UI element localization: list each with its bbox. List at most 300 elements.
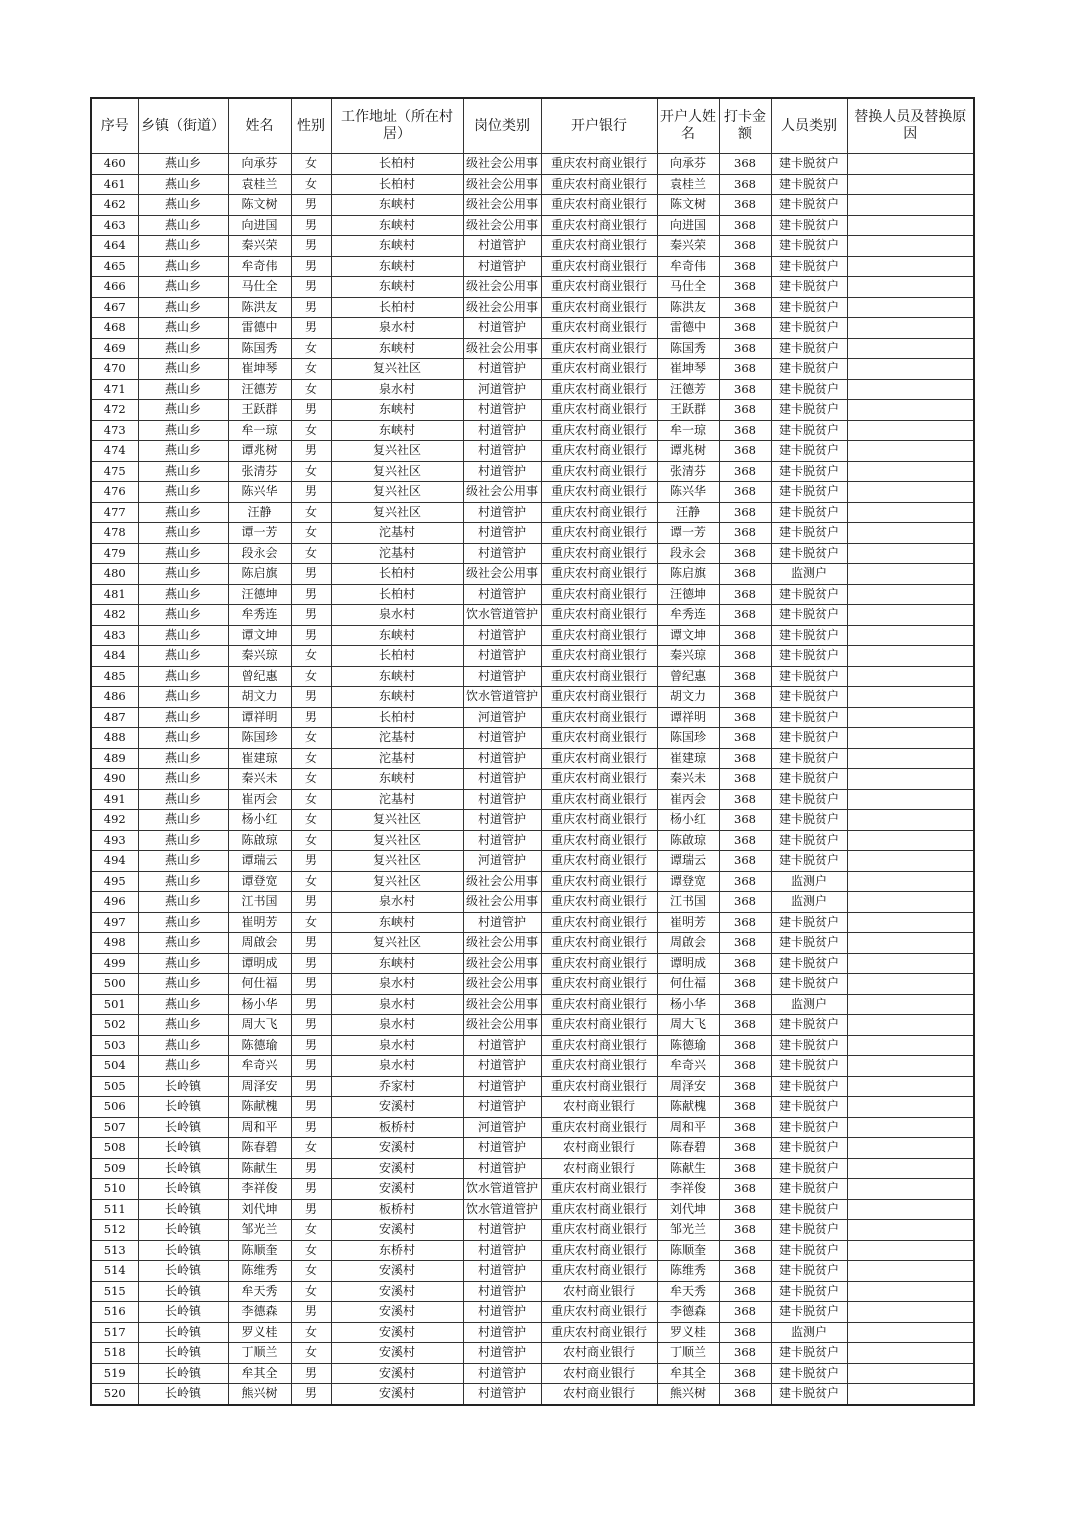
cell-name: 陈文树	[228, 195, 291, 216]
cell-account-holder: 崔丙会	[657, 789, 719, 810]
cell-bank: 重庆农村商业银行	[541, 1035, 657, 1056]
cell-bank: 农村商业银行	[541, 1281, 657, 1302]
cell-name: 谭登宽	[228, 871, 291, 892]
cell-index: 512	[91, 1220, 138, 1241]
cell-work-address: 泉水村	[331, 1035, 463, 1056]
table-row	[91, 318, 974, 339]
cell-index: 499	[91, 953, 138, 974]
cell-account-holder: 何仕福	[657, 974, 719, 995]
cell-township: 燕山乡	[138, 994, 228, 1015]
table-row	[91, 256, 974, 277]
cell-person-category: 建卡脱贫户	[771, 1199, 847, 1220]
cell-bank: 重庆农村商业银行	[541, 1015, 657, 1036]
cell-index: 466	[91, 277, 138, 298]
cell-work-address: 安溪村	[331, 1158, 463, 1179]
cell-index: 516	[91, 1302, 138, 1323]
cell-amount: 368	[719, 728, 771, 749]
cell-index: 511	[91, 1199, 138, 1220]
cell-post-type: 村道管护	[463, 1097, 541, 1118]
cell-amount: 368	[719, 830, 771, 851]
cell-amount: 368	[719, 379, 771, 400]
cell-person-category: 建卡脱贫户	[771, 523, 847, 544]
table-row	[91, 195, 974, 216]
cell-index: 498	[91, 933, 138, 954]
cell-gender: 男	[291, 1056, 331, 1077]
cell-work-address: 复兴社区	[331, 810, 463, 831]
cell-name: 谭祥明	[228, 707, 291, 728]
cell-person-category: 建卡脱贫户	[771, 420, 847, 441]
cell-account-holder: 谭兆树	[657, 441, 719, 462]
cell-replacement-reason	[847, 1261, 974, 1282]
cell-bank: 重庆农村商业银行	[541, 195, 657, 216]
header-work-address: 工作地址（所在村居）	[331, 98, 463, 154]
table-row	[91, 1261, 974, 1282]
cell-work-address: 复兴社区	[331, 830, 463, 851]
cell-account-holder: 周泽安	[657, 1076, 719, 1097]
cell-township: 长岭镇	[138, 1343, 228, 1364]
table-row	[91, 625, 974, 646]
cell-replacement-reason	[847, 195, 974, 216]
cell-index: 518	[91, 1343, 138, 1364]
cell-index: 493	[91, 830, 138, 851]
header-person-category: 人员类别	[771, 98, 847, 154]
cell-bank: 重庆农村商业银行	[541, 277, 657, 298]
cell-post-type: 村道管护	[463, 666, 541, 687]
table-row	[91, 338, 974, 359]
cell-township: 燕山乡	[138, 564, 228, 585]
table-row	[91, 154, 974, 175]
cell-amount: 368	[719, 605, 771, 626]
table-row	[91, 297, 974, 318]
cell-township: 燕山乡	[138, 1056, 228, 1077]
table-row	[91, 912, 974, 933]
cell-gender: 男	[291, 1179, 331, 1200]
cell-person-category: 监测户	[771, 1322, 847, 1343]
cell-name: 秦兴未	[228, 769, 291, 790]
cell-bank: 重庆农村商业银行	[541, 318, 657, 339]
cell-name: 牟其全	[228, 1363, 291, 1384]
cell-post-type: 级社会公用事	[463, 277, 541, 298]
cell-bank: 重庆农村商业银行	[541, 994, 657, 1015]
cell-replacement-reason	[847, 1199, 974, 1220]
cell-name: 李祥俊	[228, 1179, 291, 1200]
cell-gender: 女	[291, 1138, 331, 1159]
cell-township: 燕山乡	[138, 256, 228, 277]
cell-gender: 男	[291, 933, 331, 954]
cell-gender: 女	[291, 543, 331, 564]
cell-work-address: 安溪村	[331, 1097, 463, 1118]
cell-account-holder: 汪德芳	[657, 379, 719, 400]
cell-post-type: 级社会公用事	[463, 933, 541, 954]
cell-post-type: 村道管护	[463, 1261, 541, 1282]
cell-work-address: 安溪村	[331, 1281, 463, 1302]
cell-account-holder: 谭一芳	[657, 523, 719, 544]
cell-bank: 农村商业银行	[541, 1363, 657, 1384]
cell-amount: 368	[719, 933, 771, 954]
cell-amount: 368	[719, 646, 771, 667]
cell-bank: 重庆农村商业银行	[541, 892, 657, 913]
cell-amount: 368	[719, 1199, 771, 1220]
cell-person-category: 建卡脱贫户	[771, 543, 847, 564]
cell-name: 崔丙会	[228, 789, 291, 810]
cell-replacement-reason	[847, 666, 974, 687]
cell-amount: 368	[719, 994, 771, 1015]
cell-township: 长岭镇	[138, 1076, 228, 1097]
cell-account-holder: 牟一琼	[657, 420, 719, 441]
header-row	[91, 98, 974, 154]
cell-name: 陈献槐	[228, 1097, 291, 1118]
cell-name: 汪静	[228, 502, 291, 523]
cell-replacement-reason	[847, 236, 974, 257]
cell-account-holder: 陈国珍	[657, 728, 719, 749]
cell-post-type: 级社会公用事	[463, 297, 541, 318]
cell-work-address: 长柏村	[331, 584, 463, 605]
cell-township: 长岭镇	[138, 1363, 228, 1384]
cell-bank: 重庆农村商业银行	[541, 646, 657, 667]
cell-replacement-reason	[847, 1384, 974, 1405]
table-row	[91, 933, 974, 954]
cell-post-type: 村道管护	[463, 1076, 541, 1097]
cell-person-category: 建卡脱贫户	[771, 769, 847, 790]
cell-name: 牟奇兴	[228, 1056, 291, 1077]
cell-post-type: 村道管护	[463, 1363, 541, 1384]
cell-account-holder: 向进国	[657, 215, 719, 236]
cell-work-address: 安溪村	[331, 1179, 463, 1200]
cell-index: 468	[91, 318, 138, 339]
cell-bank: 重庆农村商业银行	[541, 605, 657, 626]
cell-replacement-reason	[847, 789, 974, 810]
cell-amount: 368	[719, 1384, 771, 1405]
cell-account-holder: 杨小红	[657, 810, 719, 831]
cell-account-holder: 陈顺奎	[657, 1240, 719, 1261]
cell-person-category: 建卡脱贫户	[771, 256, 847, 277]
cell-person-category: 建卡脱贫户	[771, 379, 847, 400]
cell-work-address: 安溪村	[331, 1384, 463, 1405]
cell-index: 476	[91, 482, 138, 503]
cell-township: 燕山乡	[138, 441, 228, 462]
header-replacement-reason: 替换人员及替换原因	[847, 98, 974, 154]
cell-person-category: 建卡脱贫户	[771, 1220, 847, 1241]
table-row	[91, 523, 974, 544]
cell-name: 牟一琼	[228, 420, 291, 441]
cell-account-holder: 丁顺兰	[657, 1343, 719, 1364]
cell-post-type: 村道管护	[463, 769, 541, 790]
cell-amount: 368	[719, 1322, 771, 1343]
cell-account-holder: 陈献槐	[657, 1097, 719, 1118]
cell-person-category: 建卡脱贫户	[771, 830, 847, 851]
cell-post-type: 村道管护	[463, 502, 541, 523]
cell-amount: 368	[719, 769, 771, 790]
table-row	[91, 953, 974, 974]
cell-index: 473	[91, 420, 138, 441]
cell-gender: 女	[291, 1261, 331, 1282]
cell-gender: 男	[291, 400, 331, 421]
cell-person-category: 建卡脱贫户	[771, 707, 847, 728]
cell-bank: 重庆农村商业银行	[541, 564, 657, 585]
cell-post-type: 村道管护	[463, 1302, 541, 1323]
cell-account-holder: 向承芬	[657, 154, 719, 175]
cell-amount: 368	[719, 359, 771, 380]
cell-replacement-reason	[847, 707, 974, 728]
cell-post-type: 级社会公用事	[463, 174, 541, 195]
cell-account-holder: 汪德坤	[657, 584, 719, 605]
cell-person-category: 建卡脱贫户	[771, 1076, 847, 1097]
cell-gender: 女	[291, 646, 331, 667]
cell-work-address: 泉水村	[331, 892, 463, 913]
cell-post-type: 村道管护	[463, 1035, 541, 1056]
cell-township: 燕山乡	[138, 912, 228, 933]
cell-gender: 女	[291, 1240, 331, 1261]
cell-account-holder: 陈兴华	[657, 482, 719, 503]
cell-amount: 368	[719, 1240, 771, 1261]
cell-post-type: 村道管护	[463, 256, 541, 277]
cell-gender: 女	[291, 502, 331, 523]
cell-gender: 男	[291, 1302, 331, 1323]
cell-person-category: 建卡脱贫户	[771, 625, 847, 646]
cell-township: 燕山乡	[138, 420, 228, 441]
cell-gender: 男	[291, 707, 331, 728]
cell-index: 494	[91, 851, 138, 872]
header-index: 序号	[91, 98, 138, 154]
cell-amount: 368	[719, 523, 771, 544]
table-row	[91, 482, 974, 503]
cell-work-address: 泉水村	[331, 994, 463, 1015]
table-row	[91, 174, 974, 195]
cell-work-address: 长柏村	[331, 297, 463, 318]
cell-work-address: 复兴社区	[331, 851, 463, 872]
cell-bank: 重庆农村商业银行	[541, 953, 657, 974]
cell-post-type: 村道管护	[463, 523, 541, 544]
cell-bank: 重庆农村商业银行	[541, 1179, 657, 1200]
cell-amount: 368	[719, 1097, 771, 1118]
cell-township: 燕山乡	[138, 379, 228, 400]
cell-replacement-reason	[847, 297, 974, 318]
cell-post-type: 饮水管道管护	[463, 1199, 541, 1220]
cell-amount: 368	[719, 1179, 771, 1200]
cell-replacement-reason	[847, 277, 974, 298]
cell-name: 秦兴琼	[228, 646, 291, 667]
cell-work-address: 长柏村	[331, 154, 463, 175]
cell-township: 燕山乡	[138, 769, 228, 790]
cell-account-holder: 刘代坤	[657, 1199, 719, 1220]
cell-index: 501	[91, 994, 138, 1015]
cell-amount: 368	[719, 318, 771, 339]
cell-work-address: 沱基村	[331, 748, 463, 769]
cell-gender: 男	[291, 1158, 331, 1179]
table-row	[91, 810, 974, 831]
cell-gender: 女	[291, 420, 331, 441]
cell-account-holder: 牟奇伟	[657, 256, 719, 277]
cell-post-type: 村道管护	[463, 1056, 541, 1077]
cell-post-type: 村道管护	[463, 400, 541, 421]
cell-bank: 重庆农村商业银行	[541, 830, 657, 851]
cell-bank: 重庆农村商业银行	[541, 543, 657, 564]
cell-post-type: 村道管护	[463, 1343, 541, 1364]
cell-gender: 女	[291, 379, 331, 400]
cell-amount: 368	[719, 953, 771, 974]
cell-bank: 重庆农村商业银行	[541, 256, 657, 277]
cell-gender: 男	[291, 1076, 331, 1097]
cell-name: 邹光兰	[228, 1220, 291, 1241]
cell-work-address: 泉水村	[331, 1015, 463, 1036]
cell-index: 492	[91, 810, 138, 831]
cell-post-type: 河道管护	[463, 707, 541, 728]
cell-index: 502	[91, 1015, 138, 1036]
table-row	[91, 502, 974, 523]
cell-person-category: 监测户	[771, 892, 847, 913]
cell-post-type: 村道管护	[463, 584, 541, 605]
cell-person-category: 建卡脱贫户	[771, 1343, 847, 1364]
cell-name: 杨小华	[228, 994, 291, 1015]
cell-index: 481	[91, 584, 138, 605]
cell-person-category: 建卡脱贫户	[771, 666, 847, 687]
cell-gender: 男	[291, 215, 331, 236]
cell-bank: 重庆农村商业银行	[541, 707, 657, 728]
cell-gender: 男	[291, 1097, 331, 1118]
cell-person-category: 建卡脱贫户	[771, 1056, 847, 1077]
cell-account-holder: 谭登宽	[657, 871, 719, 892]
cell-amount: 368	[719, 1220, 771, 1241]
table-row	[91, 687, 974, 708]
cell-amount: 368	[719, 174, 771, 195]
cell-account-holder: 陈洪友	[657, 297, 719, 318]
cell-account-holder: 胡文力	[657, 687, 719, 708]
cell-bank: 重庆农村商业银行	[541, 236, 657, 257]
cell-post-type: 村道管护	[463, 789, 541, 810]
cell-name: 胡文力	[228, 687, 291, 708]
cell-work-address: 东峡村	[331, 625, 463, 646]
cell-person-category: 建卡脱贫户	[771, 912, 847, 933]
cell-name: 谭兆树	[228, 441, 291, 462]
cell-post-type: 级社会公用事	[463, 871, 541, 892]
cell-name: 谭瑞云	[228, 851, 291, 872]
cell-person-category: 建卡脱贫户	[771, 236, 847, 257]
cell-gender: 女	[291, 871, 331, 892]
cell-work-address: 复兴社区	[331, 482, 463, 503]
cell-person-category: 建卡脱贫户	[771, 748, 847, 769]
cell-work-address: 东峡村	[331, 769, 463, 790]
cell-replacement-reason	[847, 1035, 974, 1056]
cell-replacement-reason	[847, 1179, 974, 1200]
cell-replacement-reason	[847, 748, 974, 769]
cell-person-category: 建卡脱贫户	[771, 1384, 847, 1405]
cell-township: 燕山乡	[138, 789, 228, 810]
cell-person-category: 建卡脱贫户	[771, 646, 847, 667]
cell-township: 燕山乡	[138, 195, 228, 216]
cell-name: 王跃群	[228, 400, 291, 421]
cell-person-category: 建卡脱贫户	[771, 502, 847, 523]
table-row	[91, 420, 974, 441]
cell-township: 燕山乡	[138, 646, 228, 667]
cell-account-holder: 崔建琼	[657, 748, 719, 769]
cell-gender: 男	[291, 892, 331, 913]
cell-replacement-reason	[847, 871, 974, 892]
cell-gender: 男	[291, 256, 331, 277]
cell-name: 陈兴华	[228, 482, 291, 503]
cell-account-holder: 邹光兰	[657, 1220, 719, 1241]
cell-post-type: 饮水管道管护	[463, 605, 541, 626]
table-row	[91, 605, 974, 626]
cell-name: 熊兴树	[228, 1384, 291, 1405]
cell-bank: 重庆农村商业银行	[541, 420, 657, 441]
cell-township: 长岭镇	[138, 1240, 228, 1261]
cell-person-category: 建卡脱贫户	[771, 1281, 847, 1302]
cell-work-address: 长柏村	[331, 564, 463, 585]
cell-amount: 368	[719, 1138, 771, 1159]
table-row	[91, 646, 974, 667]
cell-name: 周大飞	[228, 1015, 291, 1036]
cell-amount: 368	[719, 871, 771, 892]
cell-bank: 重庆农村商业银行	[541, 789, 657, 810]
cell-bank: 重庆农村商业银行	[541, 748, 657, 769]
cell-name: 崔建琼	[228, 748, 291, 769]
cell-replacement-reason	[847, 154, 974, 175]
cell-amount: 368	[719, 154, 771, 175]
cell-gender: 男	[291, 625, 331, 646]
cell-replacement-reason	[847, 1281, 974, 1302]
cell-gender: 女	[291, 666, 331, 687]
personnel-table	[90, 97, 975, 1406]
cell-account-holder: 袁桂兰	[657, 174, 719, 195]
cell-index: 509	[91, 1158, 138, 1179]
table-body	[91, 154, 974, 1405]
cell-gender: 男	[291, 687, 331, 708]
cell-amount: 368	[719, 1035, 771, 1056]
table-row	[91, 215, 974, 236]
cell-work-address: 沱基村	[331, 523, 463, 544]
table-row	[91, 1138, 974, 1159]
cell-name: 段永会	[228, 543, 291, 564]
table-row	[91, 1322, 974, 1343]
cell-replacement-reason	[847, 1097, 974, 1118]
cell-amount: 368	[719, 707, 771, 728]
cell-bank: 重庆农村商业银行	[541, 502, 657, 523]
cell-person-category: 建卡脱贫户	[771, 584, 847, 605]
cell-amount: 368	[719, 810, 771, 831]
cell-work-address: 长柏村	[331, 646, 463, 667]
cell-account-holder: 陈国秀	[657, 338, 719, 359]
cell-index: 514	[91, 1261, 138, 1282]
cell-amount: 368	[719, 892, 771, 913]
cell-index: 462	[91, 195, 138, 216]
cell-work-address: 安溪村	[331, 1302, 463, 1323]
table-row	[91, 892, 974, 913]
cell-name: 杨小红	[228, 810, 291, 831]
cell-account-holder: 崔明芳	[657, 912, 719, 933]
cell-township: 长岭镇	[138, 1158, 228, 1179]
cell-work-address: 复兴社区	[331, 441, 463, 462]
cell-post-type: 级社会公用事	[463, 195, 541, 216]
cell-person-category: 建卡脱贫户	[771, 1240, 847, 1261]
cell-amount: 368	[719, 256, 771, 277]
cell-gender: 女	[291, 338, 331, 359]
cell-account-holder: 周啟会	[657, 933, 719, 954]
cell-bank: 农村商业银行	[541, 1158, 657, 1179]
cell-work-address: 泉水村	[331, 1056, 463, 1077]
cell-township: 燕山乡	[138, 482, 228, 503]
cell-gender: 女	[291, 830, 331, 851]
cell-work-address: 东峡村	[331, 687, 463, 708]
cell-post-type: 村道管护	[463, 1158, 541, 1179]
cell-account-holder: 秦兴未	[657, 769, 719, 790]
cell-post-type: 村道管护	[463, 441, 541, 462]
cell-person-category: 监测户	[771, 564, 847, 585]
cell-account-holder: 汪静	[657, 502, 719, 523]
cell-name: 刘代坤	[228, 1199, 291, 1220]
cell-post-type: 级社会公用事	[463, 482, 541, 503]
cell-person-category: 建卡脱贫户	[771, 195, 847, 216]
cell-post-type: 村道管护	[463, 1240, 541, 1261]
